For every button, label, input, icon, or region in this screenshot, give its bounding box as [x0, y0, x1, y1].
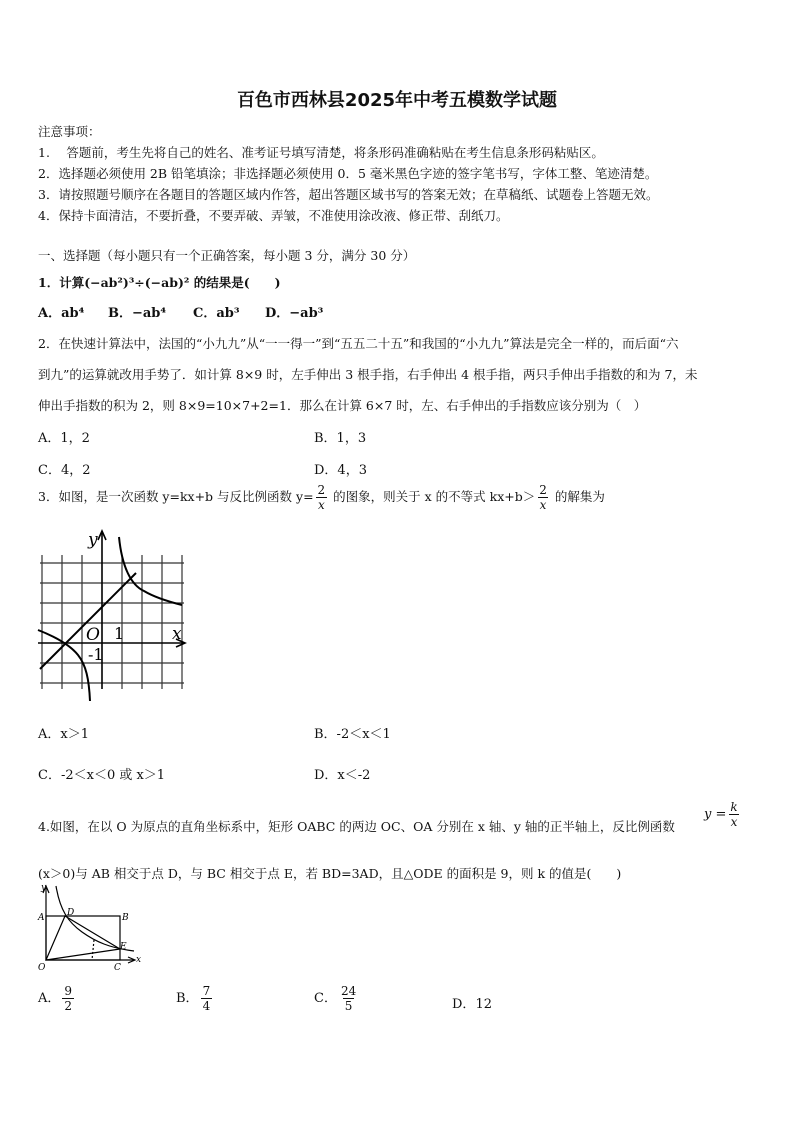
q2-option-c: C．4，2: [38, 463, 91, 478]
q4-function-y: y =: [704, 807, 727, 822]
q3-option-b: B．-2＜x＜1: [314, 727, 391, 742]
q4-fraction-den: x: [730, 815, 738, 829]
q4-label-y: y: [41, 883, 47, 893]
q1-option-a: A．ab⁴: [38, 306, 85, 321]
q3-fraction-2: [537, 483, 549, 512]
q1-option-b: B．−ab⁴: [108, 306, 167, 321]
q3-fraction-2-num: 2: [539, 483, 547, 497]
q4-label-d: D: [67, 908, 75, 918]
q3-tick-1-label: 1: [114, 624, 125, 643]
q4-rectangle-oabc: [46, 916, 120, 960]
question-3-stem: [38, 483, 605, 512]
q3-option-a: A．x＞1: [38, 727, 89, 742]
q4-function-expression: [704, 800, 742, 829]
q4-label-b: B: [122, 913, 129, 923]
q2-option-b: B．1，3: [314, 431, 367, 446]
q4-option-a-letter: A．: [38, 991, 61, 1006]
q3-fraction-1-den: x: [317, 498, 325, 512]
q1-option-c: C．ab³: [193, 306, 240, 321]
q4-option-a: [38, 984, 76, 1013]
question-2-line-1: 2．在快速计算法中，法国的“小九九”从“一一得一”到“五五二十五”和我国的“小九九”算法是完全一样的，而后面“六: [38, 336, 679, 351]
question-4-line-2: (x＞0)与 AB 相交于点 D，与 BC 相交于点 E，若 BD=3AD，且△ODE 的面积是 9，则 k 的值是( ): [38, 866, 622, 881]
q4-option-d: [452, 993, 492, 1012]
q3-function-graph: [36, 527, 192, 703]
q4-label-a: A: [38, 913, 45, 923]
q3-fraction-1: [316, 483, 328, 512]
page-title: 百色市西林县2025年中考五模数学试题: [236, 90, 558, 111]
q4-option-b-fraction: [201, 984, 213, 1013]
q4-label-e: E: [120, 942, 127, 952]
question-2-line-3: 伸出手指数的积为 2，则 8×9=10×7+2=1．那么在计算 6×7 时，左、右手伸出的手指数应该分别为（ ）: [38, 398, 647, 413]
q4-option-b-letter: B．: [176, 991, 199, 1006]
q1-option-d: D．−ab³: [265, 306, 324, 321]
q4-label-x: x: [136, 955, 142, 965]
q3-tick-neg1-label: -1: [88, 645, 104, 664]
q3-x-label: x: [172, 624, 182, 644]
q4-option-b-num: 7: [202, 984, 211, 998]
q4-dashed-segment: [92, 940, 94, 960]
section-heading: 一、选择题（每小题只有一个正确答案，每小题 3 分，满分 30 分）: [38, 248, 416, 263]
q4-label-o: O: [38, 963, 46, 972]
q4-fraction-num: k: [730, 800, 738, 814]
question-2-line-2: 到九”的运算就改用手势了．如计算 8×9 时，左手伸出 3 根手指，右手伸出 4 根手指，两只手伸出手指数的和为 7，未: [38, 367, 698, 382]
question-1-stem: 1．计算(−ab²)³÷(−ab)² 的结果是( ): [38, 275, 281, 290]
q3-axes: [38, 531, 185, 689]
q3-option-d: D．x＜-2: [314, 768, 371, 783]
q4-option-c-letter: C．: [314, 991, 337, 1006]
q4-label-c: C: [114, 963, 121, 972]
q4-fraction: [728, 800, 739, 829]
q3-option-c: C．-2＜x＜0 或 x＞1: [38, 768, 166, 783]
q4-option-d-value: 12: [475, 997, 492, 1012]
q3-y-label: y: [88, 530, 98, 550]
q4-rectangle-figure: [36, 882, 146, 972]
q4-option-a-den: 2: [64, 999, 73, 1013]
q4-option-a-fraction: [62, 984, 74, 1013]
q3-stem-part-2: 的图象，则关于 x 的不等式 kx+b＞: [329, 489, 536, 504]
question-4-line-1: 4.如图，在以 O 为原点的直角坐标系中，矩形 OABC 的两边 OC、OA 分别在 x 轴、y 轴的正半轴上，反比例函数: [38, 819, 675, 834]
q3-stem-part-1: 3．如图，是一次函数 y=kx+b 与反比例函数 y=: [38, 489, 314, 504]
q4-triangle-ode: [46, 916, 120, 960]
note-item-4: 4．保持卡面清洁，不要折叠，不要弄破、弄皱，不准使用涂改液、修正带、刮纸刀。: [38, 208, 509, 223]
q4-option-c-fraction: [339, 984, 358, 1013]
q4-option-b: [176, 984, 214, 1013]
q4-option-c-den: 5: [344, 999, 353, 1013]
note-item-2: 2．选择题必须使用 2B 铅笔填涂；非选择题必须使用 0．5 毫米黑色字迹的签字笔书写，字体工整、笔迹清楚。: [38, 166, 658, 181]
q4-option-d-letter: D．: [452, 997, 476, 1012]
note-item-1: 1. 答题前，考生先将自己的姓名、准考证号填写清楚，将条形码准确粘贴在考生信息条形码粘贴区。: [38, 145, 604, 160]
q2-option-a: A．1，2: [38, 431, 90, 446]
q4-option-b-den: 4: [202, 999, 211, 1013]
q3-hyperbola-branch-1: [119, 537, 182, 605]
q3-stem-part-3: 的解集为: [550, 489, 605, 504]
q4-option-c: [314, 984, 360, 1013]
q4-option-c-num: 24: [340, 984, 357, 998]
q3-fraction-2-den: x: [539, 498, 547, 512]
q3-origin-label: O: [86, 625, 100, 645]
note-item-3: 3．请按照题号顺序在各题目的答题区域内作答，超出答题区域书写的答案无效；在草稿纸、试题卷上答题无效。: [38, 187, 659, 202]
q3-grid: [40, 555, 184, 689]
notes-heading: 注意事项：: [38, 124, 101, 139]
q2-option-d: D．4，3: [314, 463, 367, 478]
q4-option-a-num: 9: [64, 984, 73, 998]
q3-fraction-1-num: 2: [317, 483, 326, 497]
